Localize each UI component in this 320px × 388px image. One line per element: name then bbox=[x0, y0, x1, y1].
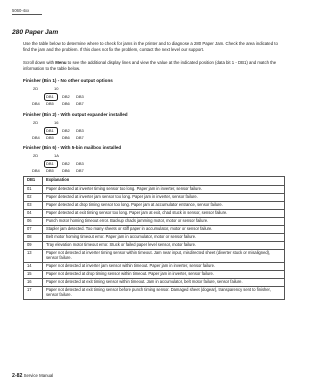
db1-code-cell: 16 bbox=[24, 278, 43, 286]
db1-code-cell: 04 bbox=[24, 210, 43, 218]
display-panel-bin6 bbox=[31, 153, 85, 178]
panel-heading-bin2: Finisher (Bin 2) - With output expander installed bbox=[23, 112, 128, 117]
table-row bbox=[24, 186, 285, 194]
db2-label: DB2 bbox=[62, 93, 70, 99]
db1-code-cell: 08 bbox=[24, 234, 43, 242]
column-header-explanation: Explanation bbox=[43, 177, 285, 186]
panel-code-right: 16 bbox=[54, 120, 59, 125]
table-row bbox=[24, 242, 285, 250]
panel-code-left: 2D bbox=[33, 86, 39, 91]
db1-label: DB1 bbox=[46, 127, 54, 133]
explanation-cell: Stapler jam detected. Too many sheets or stiff paper in accumulator, motor or sensor failure. bbox=[43, 226, 285, 234]
table-row bbox=[24, 218, 285, 226]
db2-label: DB2 bbox=[62, 160, 70, 166]
menu-keyword: Menu bbox=[55, 60, 67, 65]
explanation-cell: Paper detected at inverter timing sensor too long. Paper jam in inverter, sensor failure. bbox=[43, 186, 285, 194]
db7-label: DB7 bbox=[76, 134, 84, 140]
intro-paragraph: Use the table below to determine where to check for jams in the printer and to diagnose a 280 Paper Jam. Check the area indicated to find the jam and the problem. If this does not fix the problem, contact the next level our support. bbox=[23, 41, 278, 52]
explanation-cell: Belt motor homing timeout error. Paper jam in accumulator, motor or sensor failure. bbox=[43, 234, 285, 242]
db1-code-cell: 13 bbox=[24, 250, 43, 263]
panel-heading-bin1: Finisher (Bin 1) - No other output options bbox=[23, 78, 113, 83]
explanation-cell: Paper detected at drop timing sensor too long. Paper jam at accumulator entrance, sensor failure. bbox=[43, 202, 285, 210]
running-header: 5060-4xx bbox=[12, 8, 30, 13]
explanation-cell: Punch motor homing timeout error. Backup chads jamming motor, motor or sensor failure. bbox=[43, 218, 285, 226]
db7-label: DB7 bbox=[76, 167, 84, 173]
db5-label: DB5 bbox=[46, 100, 54, 106]
table-row bbox=[24, 286, 285, 299]
db1-label: DB1 bbox=[46, 160, 54, 166]
explanation-cell: Paper detected at inverter jam sensor too long. Paper jam in inverter, sensor failure. bbox=[43, 194, 285, 202]
db3-label: DB3 bbox=[76, 93, 84, 99]
db1-code-cell: 02 bbox=[24, 194, 43, 202]
panel-code-right: 10 bbox=[54, 86, 59, 91]
panel-code-right: 1A bbox=[54, 153, 59, 158]
db1-code-cell: 01 bbox=[24, 186, 43, 194]
explanation-cell: Tray elevation motor timeout error. Stuck or failed paper level sensor, motor failure. bbox=[43, 242, 285, 250]
table-row bbox=[24, 202, 285, 210]
panel-code-left: 2D bbox=[33, 120, 39, 125]
db1-code-cell: 03 bbox=[24, 202, 43, 210]
instr-text-a: Scroll down with bbox=[23, 60, 56, 65]
table-header-row bbox=[24, 177, 285, 186]
db3-label: DB3 bbox=[76, 127, 84, 133]
jam-explanation-table bbox=[23, 176, 285, 300]
db5-label: DB5 bbox=[46, 134, 54, 140]
explanation-cell: Paper not detected at drop timing sensor within timeout. Paper jam in inverter, sensor failure. bbox=[43, 270, 285, 278]
db4-label: DB4 bbox=[32, 167, 40, 173]
table-row bbox=[24, 250, 285, 263]
db4-label: DB4 bbox=[32, 100, 40, 106]
column-header-db1: DB1 bbox=[24, 177, 43, 186]
db7-label: DB7 bbox=[76, 100, 84, 106]
page-footer bbox=[12, 373, 53, 379]
panel-heading-bin6: Finisher (Bin 6) - With 5-bin mailbox installed bbox=[23, 145, 122, 150]
table-row bbox=[24, 210, 285, 218]
db1-code-cell: 15 bbox=[24, 270, 43, 278]
display-panel-bin1 bbox=[31, 86, 85, 111]
explanation-cell: Paper not detected at inverter timing sensor within timeout. Jam near input, misdirected sheet (diverter stuck or misaligned), sensor failure. bbox=[43, 250, 285, 263]
display-panel-bin2 bbox=[31, 120, 85, 145]
table-row bbox=[24, 270, 285, 278]
explanation-cell: Paper not detected at inverter jam sensor within timeout. Paper jam in inverter, sensor failure. bbox=[43, 262, 285, 270]
db4-label: DB4 bbox=[32, 134, 40, 140]
db1-code-cell: 14 bbox=[24, 262, 43, 270]
scroll-instructions bbox=[23, 60, 285, 71]
panel-code-left: 2D bbox=[33, 153, 39, 158]
table-row bbox=[24, 262, 285, 270]
db1-code-cell: 06 bbox=[24, 218, 43, 226]
db2-label: DB2 bbox=[62, 127, 70, 133]
table-body bbox=[24, 186, 285, 299]
table-row bbox=[24, 234, 285, 242]
db1-code-cell: 09 bbox=[24, 242, 43, 250]
manual-name: Service Manual bbox=[23, 373, 54, 378]
table-row bbox=[24, 194, 285, 202]
header-rule bbox=[12, 14, 42, 15]
db1-code-cell: 17 bbox=[24, 286, 43, 299]
db6-label: DB6 bbox=[62, 100, 70, 106]
db1-code-cell: 07 bbox=[24, 226, 43, 234]
section-title: 280 Paper Jam bbox=[12, 29, 59, 36]
db5-label: DB5 bbox=[46, 167, 54, 173]
db1-label: DB1 bbox=[46, 93, 54, 99]
db6-label: DB6 bbox=[62, 134, 70, 140]
instr-text-b: to see the additional display lines and view the value at the indicated position (data bit 1 - DB1) and match the information to the table below. bbox=[23, 60, 277, 71]
db3-label: DB3 bbox=[76, 160, 84, 166]
db6-label: DB6 bbox=[62, 167, 70, 173]
explanation-cell: Paper detected at exit timing sensor too long. Paper jam at exit, chad stuck in sensor, sensor failure. bbox=[43, 210, 285, 218]
page-number: 2-82 bbox=[12, 373, 23, 379]
table-row bbox=[24, 226, 285, 234]
explanation-cell: Paper not detected at exit timing sensor before punch timing sensor. Damaged sheet (dogear), transparency sent to finisher, sensor failure. bbox=[43, 286, 285, 299]
explanation-cell: Paper not detected at exit timing sensor within timeout. Jam in accumulator, belt motor failure, sensor failure. bbox=[43, 278, 285, 286]
table-row bbox=[24, 278, 285, 286]
